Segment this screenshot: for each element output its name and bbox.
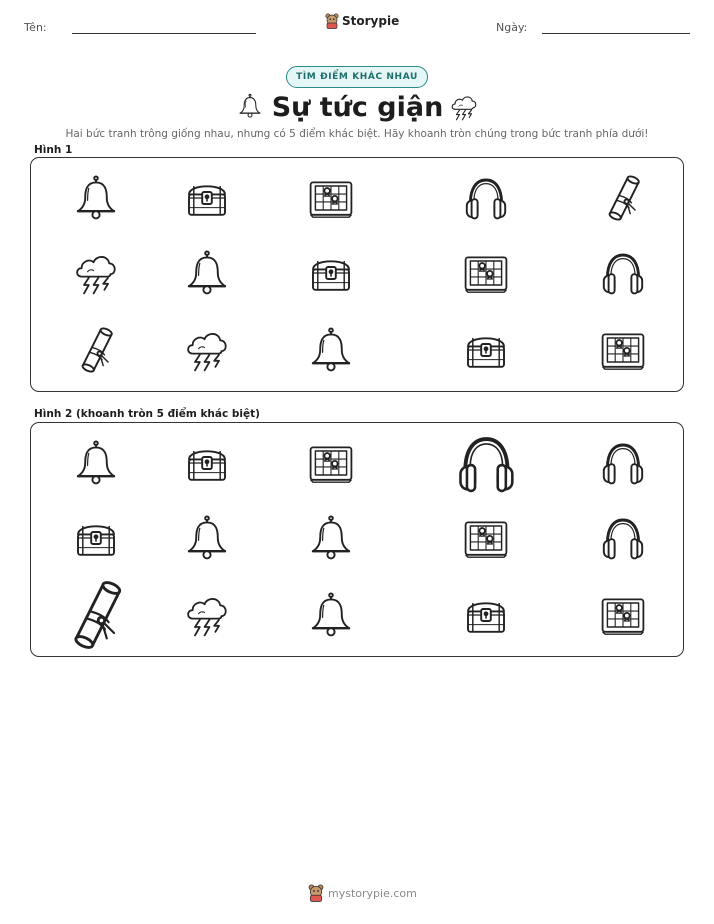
treasure-chest-icon xyxy=(72,514,120,562)
headphones-icon xyxy=(599,439,647,487)
headphones-icon xyxy=(462,174,510,222)
name-line xyxy=(72,33,256,34)
footer-url: mystorypie.com xyxy=(328,886,417,900)
treasure-chest-icon xyxy=(462,591,510,639)
bell-icon xyxy=(307,514,355,562)
headphones-icon xyxy=(454,431,519,496)
bear-logo-icon xyxy=(308,884,324,902)
treasure-chest-icon xyxy=(183,439,231,487)
headphones-icon xyxy=(599,514,647,562)
board-game-icon xyxy=(307,439,355,487)
treasure-chest-icon xyxy=(183,174,231,222)
board-game-icon xyxy=(599,326,647,374)
board-game-icon xyxy=(462,249,510,297)
name-label: Tên: xyxy=(24,21,47,34)
picture2-panel xyxy=(30,422,684,657)
instructions: Hai bức tranh trông giống nhau, nhưng có 5 điểm khác biệt. Hãy khoanh tròn chúng trong bức tranh phía dưới! xyxy=(65,128,649,140)
page-title: Sự tức giận xyxy=(271,92,444,123)
picture1-panel xyxy=(30,157,684,392)
title-bell-icon xyxy=(236,92,264,120)
storm-cloud-icon xyxy=(183,591,231,639)
treasure-chest-icon xyxy=(307,249,355,297)
headphones-icon xyxy=(599,249,647,297)
picture2-label: Hình 2 (khoanh tròn 5 điểm khác biệt) xyxy=(34,408,260,420)
board-game-icon xyxy=(462,514,510,562)
treasure-chest-icon xyxy=(462,326,510,374)
bear-logo-icon xyxy=(325,13,339,29)
date-label: Ngày: xyxy=(496,21,528,34)
bell-icon xyxy=(307,591,355,639)
scroll-icon xyxy=(60,579,132,651)
board-game-icon xyxy=(307,174,355,222)
bell-icon xyxy=(183,514,231,562)
scroll-icon xyxy=(72,326,120,374)
bell-icon xyxy=(307,326,355,374)
category-badge: TÌM ĐIỂM KHÁC NHAU xyxy=(286,66,428,88)
footer xyxy=(308,884,417,902)
logo-text: Storypie xyxy=(342,14,400,28)
date-line xyxy=(542,33,690,34)
scroll-icon xyxy=(599,174,647,222)
bell-icon xyxy=(72,439,120,487)
storm-cloud-icon xyxy=(183,326,231,374)
board-game-icon xyxy=(599,591,647,639)
picture1-label: Hình 1 xyxy=(34,144,73,156)
storypie-logo xyxy=(325,13,399,29)
title-storm-cloud-icon xyxy=(449,92,479,122)
storm-cloud-icon xyxy=(72,249,120,297)
bell-icon xyxy=(72,174,120,222)
bell-icon xyxy=(183,249,231,297)
